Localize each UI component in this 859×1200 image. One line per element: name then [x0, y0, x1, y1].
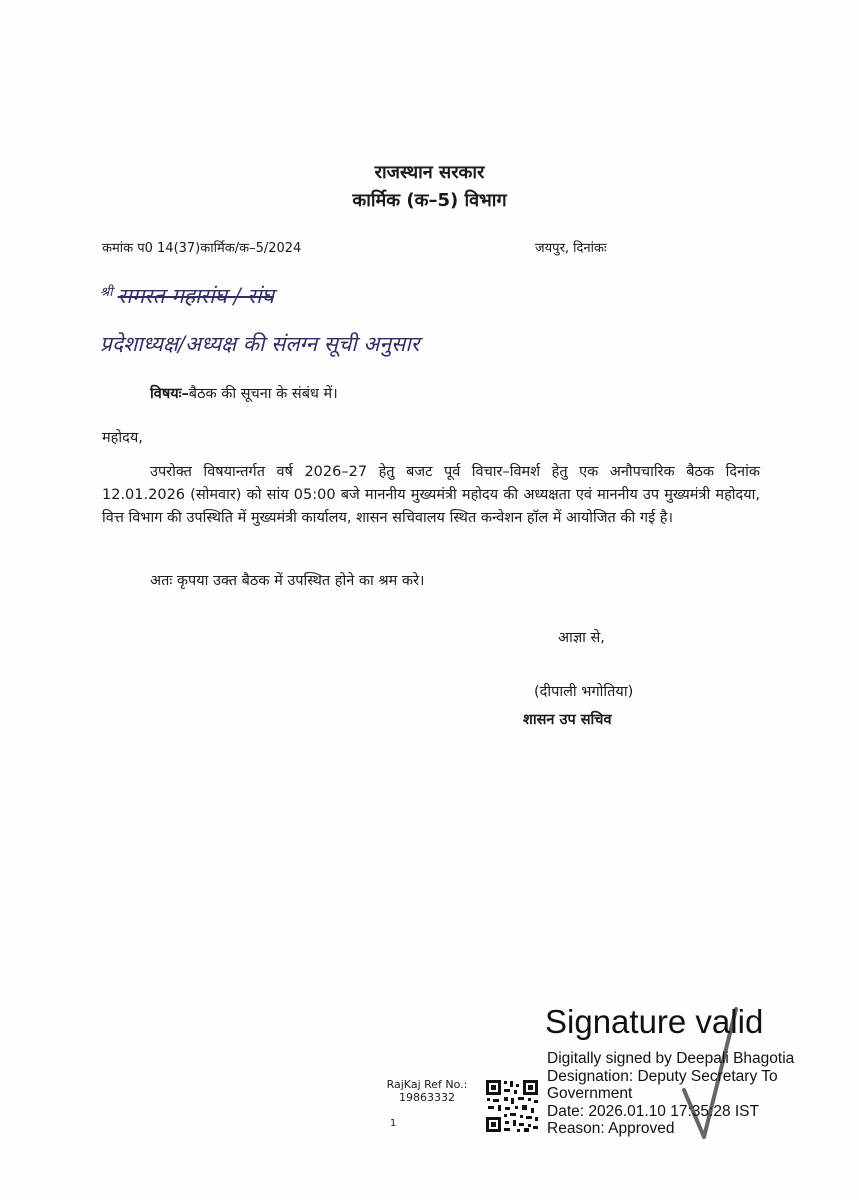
- signer-designation-cont: Government: [547, 1085, 633, 1102]
- qr-code-icon: [484, 1078, 540, 1134]
- letter-paragraph-2: अतः कृपया उक्त बैठक में उपस्थित होने का श्रम करे।: [150, 573, 425, 589]
- rajkaj-ref-number: 19863332: [399, 1091, 455, 1104]
- signatory-designation: शासन उप सचिव: [523, 712, 612, 728]
- signer-designation: Designation: Deputy Secretary To: [547, 1067, 778, 1085]
- addressee-line-2: प्रदेशाध्यक्ष/अध्यक्ष की संलग्न सूची अनुसार: [100, 332, 420, 356]
- signature-date: Date: 2026.01.10 17:35:28 IST: [547, 1102, 759, 1120]
- page-number: 1: [390, 1118, 397, 1129]
- addressee-group: समस्त महासंघ / संघ: [117, 284, 275, 308]
- addressee-prefix: श्री: [100, 285, 113, 300]
- signature-details: [547, 1050, 845, 1138]
- signed-by: Digitally signed by Deepali Bhagotia: [547, 1050, 795, 1067]
- place-date: जयपुर, दिनांकः: [535, 241, 607, 256]
- department-name: कार्मिक (क–5) विभाग: [352, 190, 507, 211]
- subject-text: बैठक की सूचना के संबंध में।: [188, 386, 338, 402]
- subject-label: विषयः–: [150, 386, 189, 402]
- letter-paragraph-1: उपरोक्त विषयान्तर्गत वर्ष 2026–27 हेतु बजट पूर्व विचार–विमर्श हेतु एक अनौपचारिक बैठक दिनांक 12.01.2026 (सोमवार) को सांय 05:00 बजे माननीय मुख्यमंत्री महोदय की अध्यक्षता एवं माननीय उप मुख्यमंत्री महोदया, वित्त विभाग की उपस्थिति में मुख्यमंत्री कार्यालय, शासन सचिवालय स्थित कन्वेशन हॉल में आयोजित की गई है।: [102, 464, 760, 526]
- subject-line: [150, 383, 338, 403]
- signature-reason: Reason: Approved: [547, 1120, 675, 1137]
- salutation: महोदय,: [102, 430, 143, 446]
- closing-order: आज्ञा से,: [558, 630, 605, 646]
- addressee-line-1: [100, 282, 520, 310]
- digital-signature-block: [545, 1000, 845, 1150]
- signature-status: Signature valid: [545, 1003, 764, 1040]
- government-name: राजस्थान सरकार: [374, 162, 485, 183]
- signatory-name: (दीपाली भगोतिया): [534, 684, 634, 700]
- reference-number: कमांक प0 14(37)कार्मिक/क–5/2024: [102, 241, 302, 256]
- rajkaj-ref-label: RajKaj Ref No.:: [386, 1078, 468, 1091]
- rajkaj-reference: [373, 1078, 481, 1104]
